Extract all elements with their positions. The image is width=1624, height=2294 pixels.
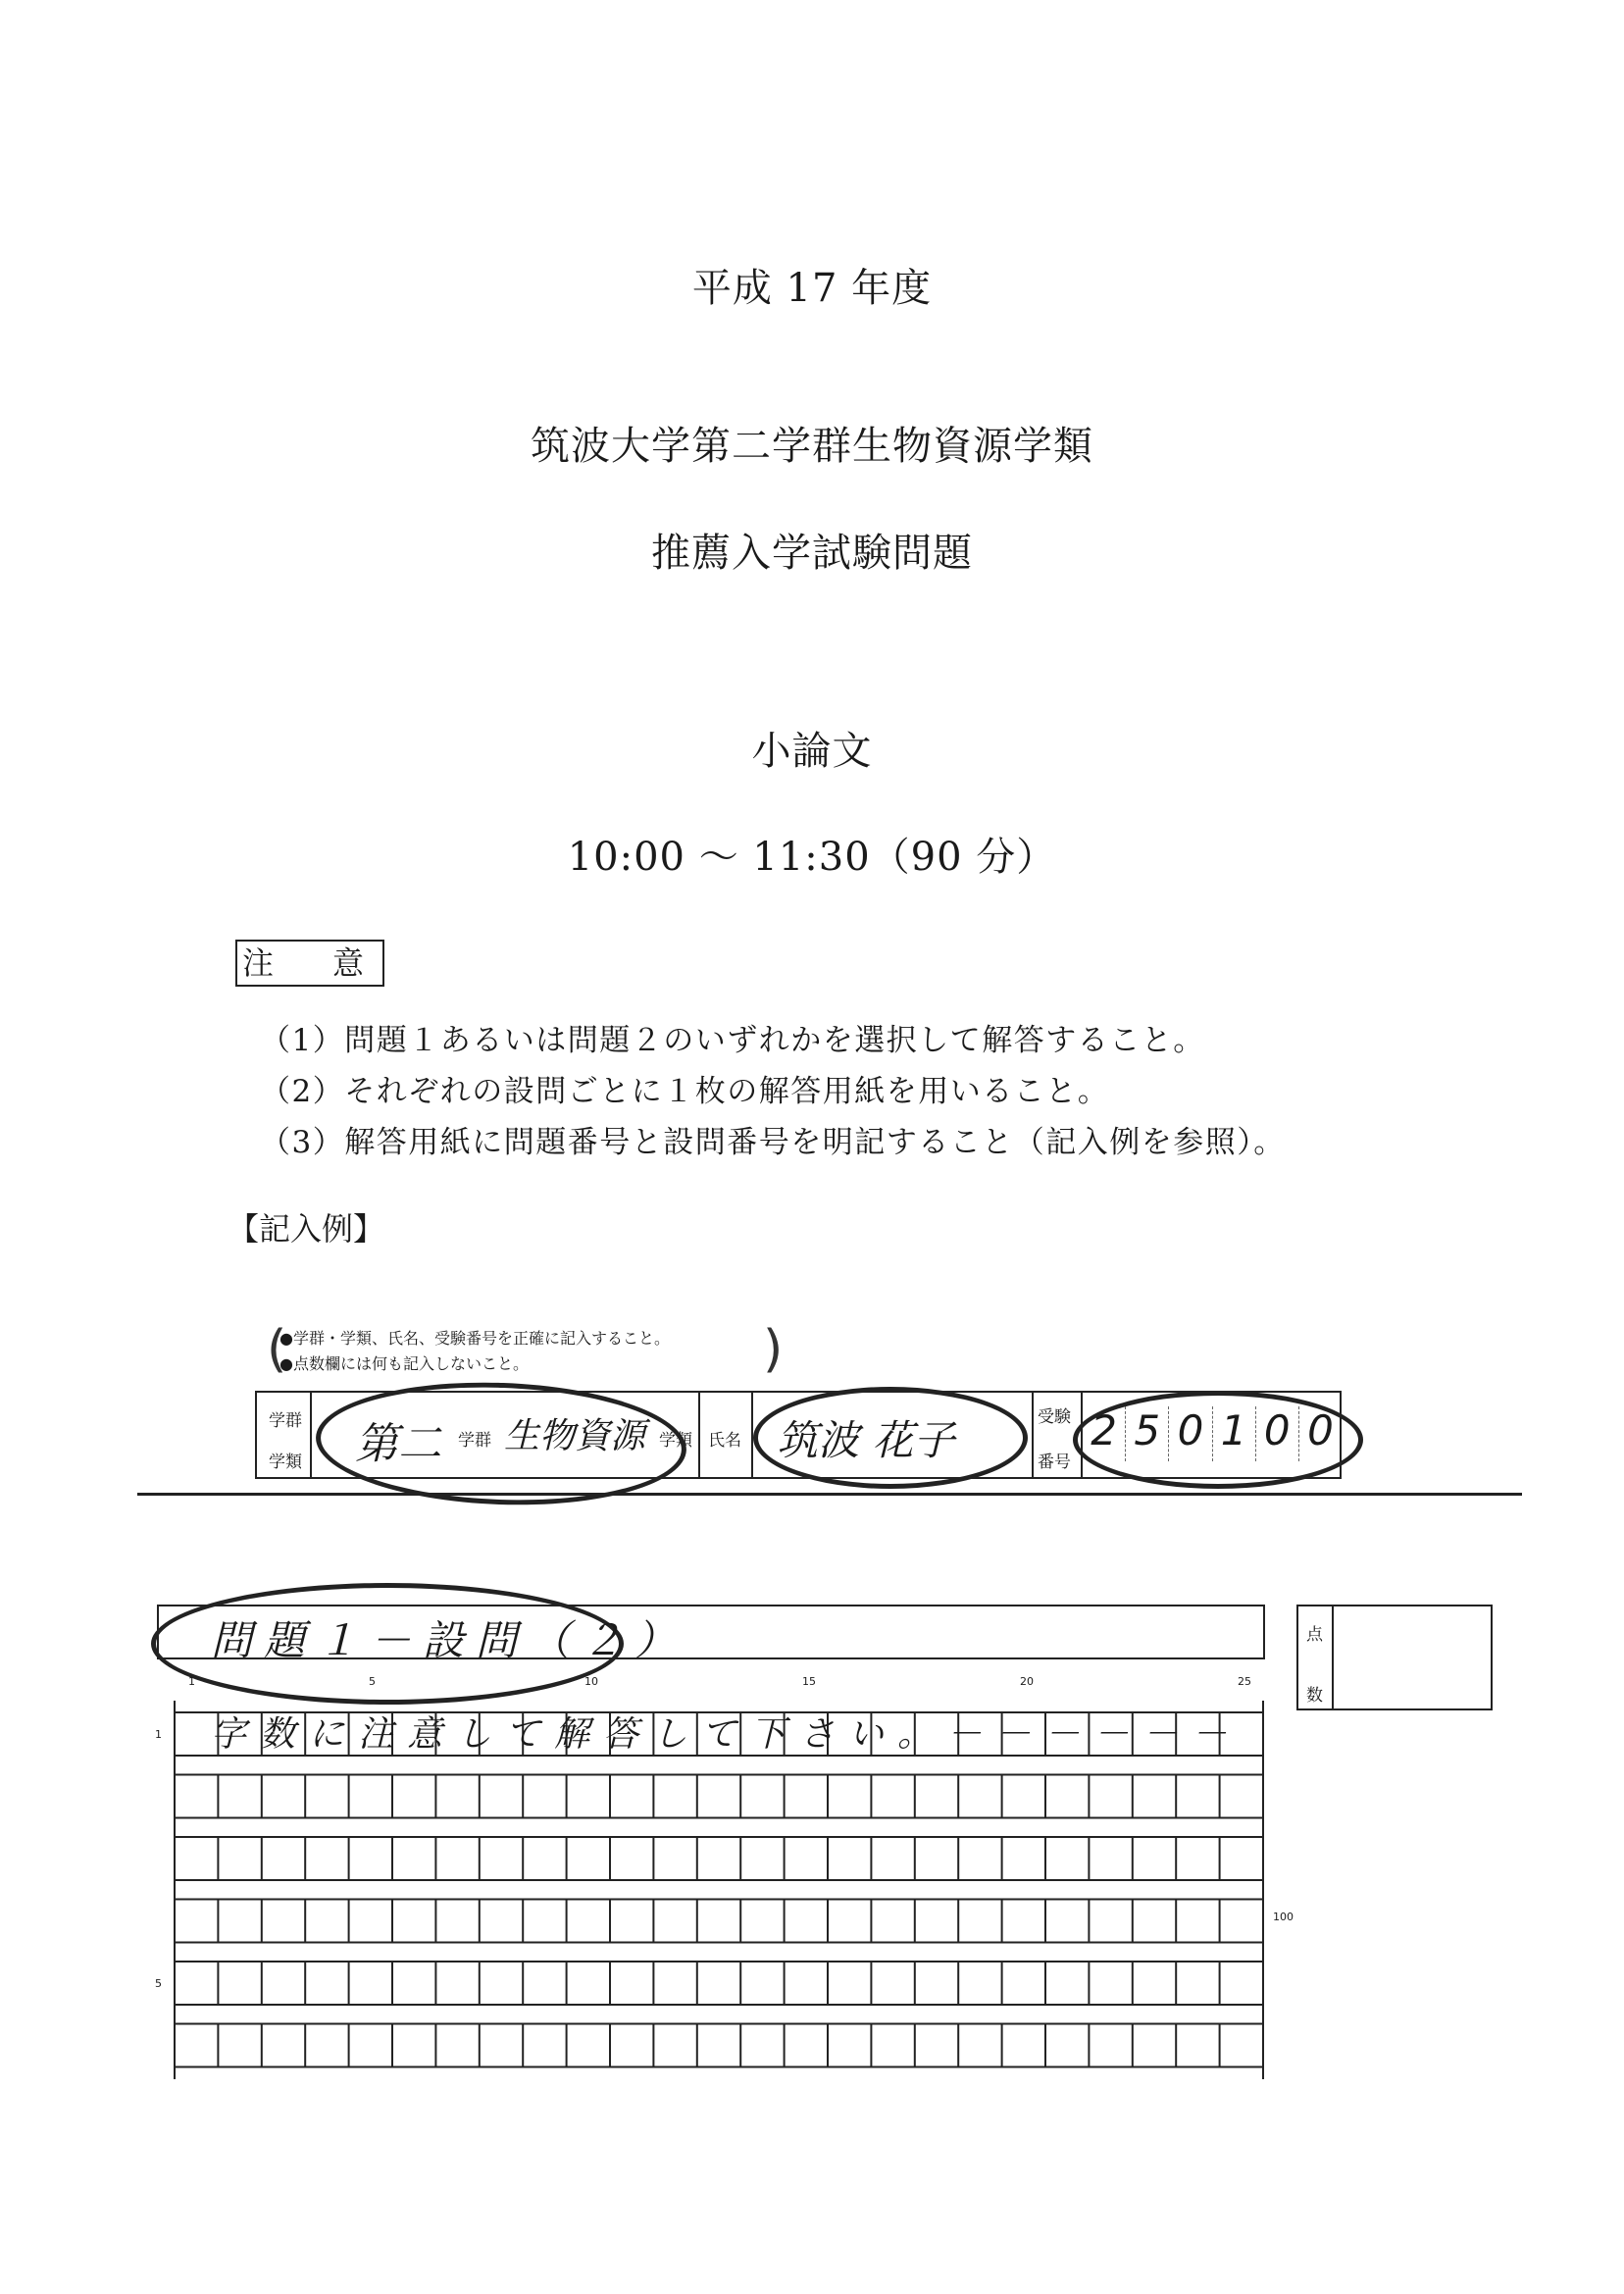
- circle-exam-no: [1073, 1391, 1363, 1489]
- exam-digit-6: 0: [1307, 1406, 1334, 1454]
- example-instructions: [279, 1326, 770, 1377]
- exam-digit-1: 2: [1083, 1406, 1126, 1461]
- exam-digit-5: 0: [1256, 1406, 1299, 1461]
- exam-digit-3: 0: [1169, 1406, 1212, 1461]
- row-tick-5: 5: [155, 1977, 162, 1990]
- col-tick-25: 25: [1238, 1675, 1251, 1688]
- grid-row: [175, 2024, 1263, 2067]
- name-value: 筑波 花子: [777, 1416, 955, 1464]
- instruction-line-1: ●学群・学類、氏名、受験番号を正確に記入すること。: [279, 1329, 670, 1348]
- subject-heading: 小論文: [751, 729, 873, 774]
- grid-row: [175, 1962, 1263, 2005]
- name-label: 氏名: [708, 1431, 741, 1451]
- gakurui-label: 学類: [269, 1453, 302, 1472]
- score-label-2: 数: [1306, 1686, 1323, 1706]
- exam-no-label-2: 番号: [1038, 1453, 1071, 1472]
- exam-title: 推薦入学試験問題: [651, 531, 973, 576]
- year-heading: 平成 17 年度: [691, 266, 933, 311]
- grid-row: [175, 1775, 1263, 1818]
- grid-outer-border: [175, 1701, 1263, 2079]
- score-box: [1296, 1605, 1493, 1710]
- exam-no-label-1: 受験: [1038, 1407, 1071, 1427]
- grid-row: [175, 1900, 1263, 1943]
- example-label: 【記入例】: [228, 1210, 385, 1248]
- gakugun-label: 学群: [269, 1411, 302, 1431]
- col-tick-20: 20: [1020, 1675, 1034, 1688]
- paren-right: ): [763, 1320, 784, 1379]
- grid-row: [175, 1837, 1263, 1880]
- col-tick-5: 5: [369, 1675, 376, 1688]
- university-heading: 筑波大学第二学群生物資源学類: [531, 424, 1093, 469]
- answer-grid: [173, 1701, 1266, 2079]
- circle-name: [753, 1387, 1028, 1489]
- answer-first-line: 字数に注意して解答して下さい。－－－－－－: [211, 1714, 1242, 1755]
- col-tick-1: 1: [188, 1675, 195, 1688]
- gakugun-suffix: 学群: [458, 1431, 491, 1451]
- col-tick-15: 15: [802, 1675, 816, 1688]
- col-tick-10: 10: [584, 1675, 598, 1688]
- exam-digit-2: 5: [1126, 1406, 1169, 1461]
- notice-item-3: （3）解答用紙に問題番号と設問番号を明記すること（記入例を参照）。: [260, 1125, 1286, 1160]
- notice-item-2: （2）それぞれの設問ごとに１枚の解答用紙を用いること。: [260, 1074, 1110, 1109]
- gakurui-suffix: 学類: [659, 1431, 692, 1451]
- question-number-value: 問題１－設問（２）: [211, 1616, 688, 1664]
- paren-left: (: [267, 1320, 287, 1379]
- exam-digit-4: 1: [1213, 1406, 1256, 1461]
- instruction-line-2: ●点数欄には何も記入しないこと。: [279, 1354, 529, 1373]
- gakugun-value: 第二: [355, 1419, 441, 1469]
- gakurui-value: 生物資源: [504, 1416, 646, 1456]
- score-label-1: 点: [1306, 1625, 1323, 1645]
- notice-item-1: （1）問題１あるいは問題２のいずれかを選択して解答すること。: [260, 1023, 1205, 1058]
- exam-time: 10:00 ～ 11:30（90 分）: [567, 835, 1057, 880]
- count-label-100: 100: [1273, 1911, 1294, 1923]
- row-tick-1: 1: [155, 1728, 162, 1741]
- notice-label: 注 意: [235, 940, 384, 987]
- separator-line: [137, 1493, 1522, 1496]
